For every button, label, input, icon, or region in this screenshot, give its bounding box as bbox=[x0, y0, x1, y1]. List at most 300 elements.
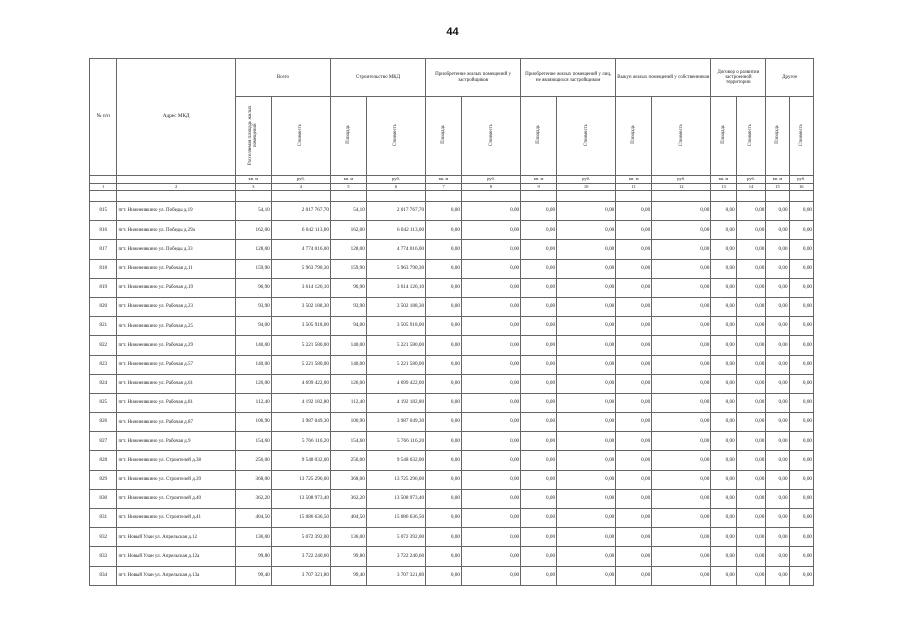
construction-area-cell: 140,00 bbox=[330, 336, 366, 355]
total-cost-cell: 3 722 240,60 bbox=[271, 547, 330, 566]
zero-value-cell: 0,00 bbox=[789, 509, 813, 528]
zero-value-cell: 0,00 bbox=[652, 509, 711, 528]
col-number: 15 bbox=[766, 184, 789, 191]
zero-value-cell: 0,00 bbox=[711, 355, 736, 374]
zero-value-cell: 0,00 bbox=[521, 413, 557, 432]
col-number: 6 bbox=[366, 184, 425, 191]
zero-value-cell: 0,00 bbox=[789, 528, 813, 547]
total-cost-cell: 6 042 113,00 bbox=[271, 221, 330, 240]
construction-cost-cell: 9 548 032,00 bbox=[366, 451, 425, 470]
table-row bbox=[90, 413, 814, 432]
header-group-other: Другое bbox=[766, 59, 814, 97]
zero-value-cell: 0,00 bbox=[616, 278, 652, 297]
zero-value-cell: 0,00 bbox=[521, 278, 557, 297]
construction-area-cell: 368,00 bbox=[330, 470, 366, 489]
table-row bbox=[90, 355, 814, 374]
zero-value-cell: 0,00 bbox=[789, 547, 813, 566]
zero-value-cell: 0,00 bbox=[652, 221, 711, 240]
unit-cell: кв. м bbox=[616, 176, 652, 184]
zero-value-cell: 0,00 bbox=[616, 336, 652, 355]
zero-value-cell: 0,00 bbox=[711, 413, 736, 432]
zero-value-cell: 0,00 bbox=[789, 240, 813, 259]
zero-value-cell: 0,00 bbox=[766, 317, 789, 336]
construction-cost-cell: 5 963 790,30 bbox=[366, 259, 425, 278]
unit-cell: кв. м bbox=[330, 176, 366, 184]
zero-value-cell: 0,00 bbox=[736, 413, 766, 432]
address-cell: пгт. Новый Улан ул. Апрельская д.12а bbox=[117, 547, 235, 566]
unit-cell: руб. bbox=[461, 176, 520, 184]
zero-value-cell: 0,00 bbox=[616, 355, 652, 374]
total-area-cell: 404,50 bbox=[235, 509, 271, 528]
total-cost-cell: 2 017 767,70 bbox=[271, 202, 330, 221]
total-area-cell: 159,90 bbox=[235, 259, 271, 278]
zero-value-cell: 0,00 bbox=[736, 374, 766, 393]
address-cell: пгт. Нижнеивкино ул. Рабочая д.81 bbox=[117, 393, 235, 412]
address-cell: пгт. Нижнеивкино ул. Рабочая д.19 bbox=[117, 278, 235, 297]
header-area: Площадь bbox=[766, 97, 789, 176]
zero-value-cell: 0,00 bbox=[461, 432, 520, 451]
total-cost-cell: 4 699 422,00 bbox=[271, 374, 330, 393]
header-cost: Стоимость bbox=[366, 97, 425, 176]
col-number: 7 bbox=[426, 184, 462, 191]
table-row bbox=[90, 432, 814, 451]
row-number: 828 bbox=[90, 451, 117, 470]
zero-value-cell: 0,00 bbox=[461, 336, 520, 355]
zero-value-cell: 0,00 bbox=[521, 489, 557, 508]
zero-value-cell: 0,00 bbox=[736, 278, 766, 297]
zero-value-cell: 0,00 bbox=[766, 547, 789, 566]
total-area-cell: 99,80 bbox=[235, 547, 271, 566]
zero-value-cell: 0,00 bbox=[616, 547, 652, 566]
row-number: 815 bbox=[90, 202, 117, 221]
zero-value-cell: 0,00 bbox=[557, 547, 616, 566]
construction-cost-cell: 5 221 580,00 bbox=[366, 336, 425, 355]
row-number: 818 bbox=[90, 259, 117, 278]
total-area-cell: 136,00 bbox=[235, 528, 271, 547]
zero-value-cell: 0,00 bbox=[766, 221, 789, 240]
header-group-buyout: Выкуп жилых помещений у собственников bbox=[616, 59, 711, 97]
zero-value-cell: 0,00 bbox=[461, 374, 520, 393]
zero-value-cell: 0,00 bbox=[557, 317, 616, 336]
zero-value-cell: 0,00 bbox=[461, 393, 520, 412]
zero-value-cell: 0,00 bbox=[616, 489, 652, 508]
zero-value-cell: 0,00 bbox=[652, 374, 711, 393]
units-row bbox=[90, 176, 814, 184]
zero-value-cell: 0,00 bbox=[616, 221, 652, 240]
spacer-row bbox=[90, 191, 814, 202]
total-area-cell: 99,40 bbox=[235, 566, 271, 585]
zero-value-cell: 0,00 bbox=[711, 374, 736, 393]
zero-value-cell: 0,00 bbox=[461, 489, 520, 508]
table-row bbox=[90, 374, 814, 393]
zero-value-cell: 0,00 bbox=[652, 413, 711, 432]
total-area-cell: 154,60 bbox=[235, 432, 271, 451]
total-area-cell: 140,00 bbox=[235, 355, 271, 374]
zero-value-cell: 0,00 bbox=[736, 240, 766, 259]
zero-value-cell: 0,00 bbox=[557, 336, 616, 355]
zero-value-cell: 0,00 bbox=[426, 509, 462, 528]
total-area-cell: 112,40 bbox=[235, 393, 271, 412]
zero-value-cell: 0,00 bbox=[652, 547, 711, 566]
address-cell: пгт. Нижнеивкино ул. Победы д.33 bbox=[117, 240, 235, 259]
total-area-cell: 54,10 bbox=[235, 202, 271, 221]
row-number: 829 bbox=[90, 470, 117, 489]
row-number: 826 bbox=[90, 413, 117, 432]
address-cell: пгт. Нижнеивкино ул. Рабочая д.9 bbox=[117, 432, 235, 451]
zero-value-cell: 0,00 bbox=[557, 259, 616, 278]
col-number: 8 bbox=[461, 184, 520, 191]
header-cost: Стоимость bbox=[461, 97, 520, 176]
zero-value-cell: 0,00 bbox=[426, 202, 462, 221]
resettlement-table bbox=[89, 58, 814, 586]
address-cell: пгт. Новый Улан ул. Апрельская д.13а bbox=[117, 566, 235, 585]
zero-value-cell: 0,00 bbox=[426, 393, 462, 412]
row-number: 833 bbox=[90, 547, 117, 566]
zero-value-cell: 0,00 bbox=[461, 297, 520, 316]
construction-cost-cell: 13 725 296,00 bbox=[366, 470, 425, 489]
address-cell: пгт. Нижнеивкино ул. Рабочая д.87 bbox=[117, 413, 235, 432]
construction-cost-cell: 3 505 918,00 bbox=[366, 317, 425, 336]
zero-value-cell: 0,00 bbox=[426, 221, 462, 240]
address-cell: пгт. Нижнеивкино ул. Победы д.29а bbox=[117, 221, 235, 240]
zero-value-cell: 0,00 bbox=[557, 470, 616, 489]
zero-value-cell: 0,00 bbox=[736, 355, 766, 374]
address-cell: пгт. Новый Улан ул. Апрельская д.12 bbox=[117, 528, 235, 547]
table-row bbox=[90, 566, 814, 585]
zero-value-cell: 0,00 bbox=[652, 489, 711, 508]
zero-value-cell: 0,00 bbox=[616, 393, 652, 412]
header-area: Площадь bbox=[521, 97, 557, 176]
construction-area-cell: 159,90 bbox=[330, 259, 366, 278]
zero-value-cell: 0,00 bbox=[616, 374, 652, 393]
col-number: 2 bbox=[117, 184, 235, 191]
zero-value-cell: 0,00 bbox=[461, 202, 520, 221]
row-number: 819 bbox=[90, 278, 117, 297]
zero-value-cell: 0,00 bbox=[789, 221, 813, 240]
zero-value-cell: 0,00 bbox=[652, 528, 711, 547]
zero-value-cell: 0,00 bbox=[557, 509, 616, 528]
col-number: 5 bbox=[330, 184, 366, 191]
header-cost: Стоимость bbox=[736, 97, 766, 176]
zero-value-cell: 0,00 bbox=[736, 451, 766, 470]
zero-value-cell: 0,00 bbox=[557, 393, 616, 412]
zero-value-cell: 0,00 bbox=[736, 566, 766, 585]
address-cell: пгт. Нижнеивкино ул. Строителей д.39 bbox=[117, 470, 235, 489]
construction-area-cell: 126,00 bbox=[330, 374, 366, 393]
zero-value-cell: 0,00 bbox=[711, 317, 736, 336]
total-area-cell: 96,90 bbox=[235, 278, 271, 297]
zero-value-cell: 0,00 bbox=[557, 374, 616, 393]
construction-area-cell: 128,00 bbox=[330, 240, 366, 259]
zero-value-cell: 0,00 bbox=[711, 221, 736, 240]
zero-value-cell: 0,00 bbox=[557, 566, 616, 585]
total-area-cell: 106,90 bbox=[235, 413, 271, 432]
total-area-cell: 140,00 bbox=[235, 336, 271, 355]
zero-value-cell: 0,00 bbox=[711, 489, 736, 508]
construction-area-cell: 99,40 bbox=[330, 566, 366, 585]
total-cost-cell: 5 221 580,00 bbox=[271, 336, 330, 355]
zero-value-cell: 0,00 bbox=[736, 221, 766, 240]
header-group-total: Всего bbox=[235, 59, 330, 97]
zero-value-cell: 0,00 bbox=[461, 566, 520, 585]
zero-value-cell: 0,00 bbox=[426, 336, 462, 355]
zero-value-cell: 0,00 bbox=[557, 202, 616, 221]
total-area-cell: 256,00 bbox=[235, 451, 271, 470]
construction-area-cell: 154,60 bbox=[330, 432, 366, 451]
total-cost-cell: 5 072 392,00 bbox=[271, 528, 330, 547]
total-cost-cell: 3 505 918,00 bbox=[271, 317, 330, 336]
header-cost: Стоимость bbox=[557, 97, 616, 176]
header-address: Адрес МКД bbox=[117, 59, 235, 176]
zero-value-cell: 0,00 bbox=[616, 413, 652, 432]
zero-value-cell: 0,00 bbox=[426, 470, 462, 489]
zero-value-cell: 0,00 bbox=[616, 240, 652, 259]
construction-area-cell: 96,90 bbox=[330, 278, 366, 297]
zero-value-cell: 0,00 bbox=[426, 374, 462, 393]
zero-value-cell: 0,00 bbox=[789, 278, 813, 297]
zero-value-cell: 0,00 bbox=[521, 528, 557, 547]
zero-value-cell: 0,00 bbox=[652, 297, 711, 316]
zero-value-cell: 0,00 bbox=[711, 470, 736, 489]
zero-value-cell: 0,00 bbox=[766, 278, 789, 297]
address-cell: пгт. Нижнеивкино ул. Рабочая д.25 bbox=[117, 317, 235, 336]
zero-value-cell: 0,00 bbox=[521, 451, 557, 470]
total-cost-cell: 3 707 321,80 bbox=[271, 566, 330, 585]
table-row bbox=[90, 317, 814, 336]
table-row bbox=[90, 297, 814, 316]
row-number: 830 bbox=[90, 489, 117, 508]
zero-value-cell: 0,00 bbox=[789, 374, 813, 393]
zero-value-cell: 0,00 bbox=[557, 240, 616, 259]
zero-value-cell: 0,00 bbox=[616, 451, 652, 470]
unit-cell: руб. bbox=[736, 176, 766, 184]
header-cost: Стоимость bbox=[652, 97, 711, 176]
zero-value-cell: 0,00 bbox=[461, 528, 520, 547]
zero-value-cell: 0,00 bbox=[461, 259, 520, 278]
zero-value-cell: 0,00 bbox=[616, 297, 652, 316]
construction-cost-cell: 2 017 767,70 bbox=[366, 202, 425, 221]
row-number: 817 bbox=[90, 240, 117, 259]
zero-value-cell: 0,00 bbox=[521, 393, 557, 412]
total-cost-cell: 15 086 636,50 bbox=[271, 509, 330, 528]
zero-value-cell: 0,00 bbox=[789, 566, 813, 585]
zero-value-cell: 0,00 bbox=[652, 202, 711, 221]
col-number: 3 bbox=[235, 184, 271, 191]
total-cost-cell: 5 963 790,30 bbox=[271, 259, 330, 278]
zero-value-cell: 0,00 bbox=[652, 470, 711, 489]
total-area-cell: 162,00 bbox=[235, 221, 271, 240]
zero-value-cell: 0,00 bbox=[736, 336, 766, 355]
total-area-cell: 94,00 bbox=[235, 317, 271, 336]
unit-cell: кв. м bbox=[766, 176, 789, 184]
zero-value-cell: 0,00 bbox=[766, 528, 789, 547]
total-area-cell: 368,00 bbox=[235, 470, 271, 489]
col-number: 12 bbox=[652, 184, 711, 191]
row-number: 824 bbox=[90, 374, 117, 393]
zero-value-cell: 0,00 bbox=[521, 470, 557, 489]
zero-value-cell: 0,00 bbox=[736, 509, 766, 528]
zero-value-cell: 0,00 bbox=[711, 509, 736, 528]
zero-value-cell: 0,00 bbox=[521, 355, 557, 374]
zero-value-cell: 0,00 bbox=[736, 259, 766, 278]
zero-value-cell: 0,00 bbox=[766, 202, 789, 221]
zero-value-cell: 0,00 bbox=[521, 432, 557, 451]
zero-value-cell: 0,00 bbox=[461, 413, 520, 432]
row-number: 827 bbox=[90, 432, 117, 451]
zero-value-cell: 0,00 bbox=[711, 202, 736, 221]
zero-value-cell: 0,00 bbox=[461, 451, 520, 470]
table-row bbox=[90, 470, 814, 489]
zero-value-cell: 0,00 bbox=[766, 432, 789, 451]
zero-value-cell: 0,00 bbox=[521, 317, 557, 336]
construction-cost-cell: 3 707 321,80 bbox=[366, 566, 425, 585]
zero-value-cell: 0,00 bbox=[426, 432, 462, 451]
zero-value-cell: 0,00 bbox=[711, 336, 736, 355]
unit-cell: руб. bbox=[652, 176, 711, 184]
zero-value-cell: 0,00 bbox=[711, 547, 736, 566]
zero-value-cell: 0,00 bbox=[521, 202, 557, 221]
zero-value-cell: 0,00 bbox=[426, 355, 462, 374]
construction-area-cell: 162,00 bbox=[330, 221, 366, 240]
zero-value-cell: 0,00 bbox=[711, 278, 736, 297]
construction-cost-cell: 4 699 422,00 bbox=[366, 374, 425, 393]
zero-value-cell: 0,00 bbox=[736, 489, 766, 508]
zero-value-cell: 0,00 bbox=[426, 297, 462, 316]
zero-value-cell: 0,00 bbox=[616, 259, 652, 278]
construction-cost-cell: 15 086 636,50 bbox=[366, 509, 425, 528]
construction-area-cell: 404,50 bbox=[330, 509, 366, 528]
construction-cost-cell: 5 221 580,00 bbox=[366, 355, 425, 374]
table-row bbox=[90, 451, 814, 470]
header-area: Площадь bbox=[426, 97, 462, 176]
unit-cell: кв. м bbox=[521, 176, 557, 184]
header-group-purchase-developers: Приобретение жилых помещений у застройщиков bbox=[426, 59, 521, 97]
row-number: 823 bbox=[90, 355, 117, 374]
total-cost-cell: 9 548 032,00 bbox=[271, 451, 330, 470]
table-row bbox=[90, 278, 814, 297]
zero-value-cell: 0,00 bbox=[426, 489, 462, 508]
total-cost-cell: 3 502 188,30 bbox=[271, 297, 330, 316]
unit-cell: руб. bbox=[366, 176, 425, 184]
row-number: 834 bbox=[90, 566, 117, 585]
construction-cost-cell: 5 766 116,20 bbox=[366, 432, 425, 451]
total-cost-cell: 3 614 126,10 bbox=[271, 278, 330, 297]
construction-cost-cell: 6 042 113,00 bbox=[366, 221, 425, 240]
zero-value-cell: 0,00 bbox=[461, 240, 520, 259]
zero-value-cell: 0,00 bbox=[736, 547, 766, 566]
header-area: Площадь bbox=[330, 97, 366, 176]
total-area-cell: 128,00 bbox=[235, 240, 271, 259]
zero-value-cell: 0,00 bbox=[789, 489, 813, 508]
address-cell: пгт. Нижнеивкино ул. Рабочая д.11 bbox=[117, 259, 235, 278]
header-cost: Стоимость bbox=[271, 97, 330, 176]
zero-value-cell: 0,00 bbox=[616, 509, 652, 528]
header-no: № п/п bbox=[90, 59, 117, 176]
total-cost-cell: 5 766 116,20 bbox=[271, 432, 330, 451]
zero-value-cell: 0,00 bbox=[652, 240, 711, 259]
zero-value-cell: 0,00 bbox=[711, 451, 736, 470]
table-row bbox=[90, 509, 814, 528]
zero-value-cell: 0,00 bbox=[461, 547, 520, 566]
zero-value-cell: 0,00 bbox=[766, 336, 789, 355]
construction-cost-cell: 4 774 016,00 bbox=[366, 240, 425, 259]
unit-cell: руб. bbox=[789, 176, 813, 184]
construction-area-cell: 112,40 bbox=[330, 393, 366, 412]
total-cost-cell: 13 508 973,40 bbox=[271, 489, 330, 508]
zero-value-cell: 0,00 bbox=[789, 297, 813, 316]
header-settled-area: Расселяемая площадь жилых помещений bbox=[235, 97, 271, 176]
zero-value-cell: 0,00 bbox=[736, 528, 766, 547]
address-cell: пгт. Нижнеивкино ул. Победы д.19 bbox=[117, 202, 235, 221]
construction-area-cell: 99,80 bbox=[330, 547, 366, 566]
zero-value-cell: 0,00 bbox=[616, 432, 652, 451]
unit-cell: руб. bbox=[271, 176, 330, 184]
header-group-construction: Строительство МКД bbox=[330, 59, 425, 97]
total-area-cell: 362,20 bbox=[235, 489, 271, 508]
zero-value-cell: 0,00 bbox=[652, 451, 711, 470]
zero-value-cell: 0,00 bbox=[521, 336, 557, 355]
column-numbers-row bbox=[90, 184, 814, 191]
table-row bbox=[90, 202, 814, 221]
col-number: 1 bbox=[90, 184, 117, 191]
zero-value-cell: 0,00 bbox=[652, 259, 711, 278]
zero-value-cell: 0,00 bbox=[711, 240, 736, 259]
construction-area-cell: 140,00 bbox=[330, 355, 366, 374]
zero-value-cell: 0,00 bbox=[616, 470, 652, 489]
address-cell: пгт. Нижнеивкино ул. Рабочая д.57 bbox=[117, 355, 235, 374]
zero-value-cell: 0,00 bbox=[521, 547, 557, 566]
zero-value-cell: 0,00 bbox=[616, 528, 652, 547]
address-cell: пгт. Нижнеивкино ул. Строителей д.38 bbox=[117, 451, 235, 470]
address-cell: пгт. Нижнеивкино ул. Строителей д.40 bbox=[117, 489, 235, 508]
zero-value-cell: 0,00 bbox=[616, 202, 652, 221]
page-number: 44 bbox=[446, 26, 459, 38]
table-row bbox=[90, 240, 814, 259]
zero-value-cell: 0,00 bbox=[766, 566, 789, 585]
zero-value-cell: 0,00 bbox=[789, 432, 813, 451]
table-row bbox=[90, 259, 814, 278]
construction-area-cell: 93,90 bbox=[330, 297, 366, 316]
construction-cost-cell: 3 502 188,30 bbox=[366, 297, 425, 316]
zero-value-cell: 0,00 bbox=[557, 451, 616, 470]
total-cost-cell: 4 192 182,80 bbox=[271, 393, 330, 412]
table-row bbox=[90, 336, 814, 355]
table-row bbox=[90, 393, 814, 412]
zero-value-cell: 0,00 bbox=[652, 355, 711, 374]
zero-value-cell: 0,00 bbox=[766, 393, 789, 412]
total-area-cell: 93,90 bbox=[235, 297, 271, 316]
zero-value-cell: 0,00 bbox=[766, 374, 789, 393]
construction-area-cell: 136,00 bbox=[330, 528, 366, 547]
zero-value-cell: 0,00 bbox=[521, 221, 557, 240]
address-cell: пгт. Нижнеивкино ул. Рабочая д.23 bbox=[117, 297, 235, 316]
unit-cell: кв. м bbox=[426, 176, 462, 184]
unit-cell: кв. м bbox=[235, 176, 271, 184]
construction-cost-cell: 3 987 049,30 bbox=[366, 413, 425, 432]
zero-value-cell: 0,00 bbox=[652, 393, 711, 412]
zero-value-cell: 0,00 bbox=[711, 528, 736, 547]
zero-value-cell: 0,00 bbox=[461, 509, 520, 528]
row-number: 822 bbox=[90, 336, 117, 355]
zero-value-cell: 0,00 bbox=[711, 566, 736, 585]
construction-cost-cell: 3 722 240,60 bbox=[366, 547, 425, 566]
zero-value-cell: 0,00 bbox=[426, 547, 462, 566]
zero-value-cell: 0,00 bbox=[521, 566, 557, 585]
zero-value-cell: 0,00 bbox=[789, 393, 813, 412]
zero-value-cell: 0,00 bbox=[766, 470, 789, 489]
zero-value-cell: 0,00 bbox=[426, 528, 462, 547]
zero-value-cell: 0,00 bbox=[652, 317, 711, 336]
